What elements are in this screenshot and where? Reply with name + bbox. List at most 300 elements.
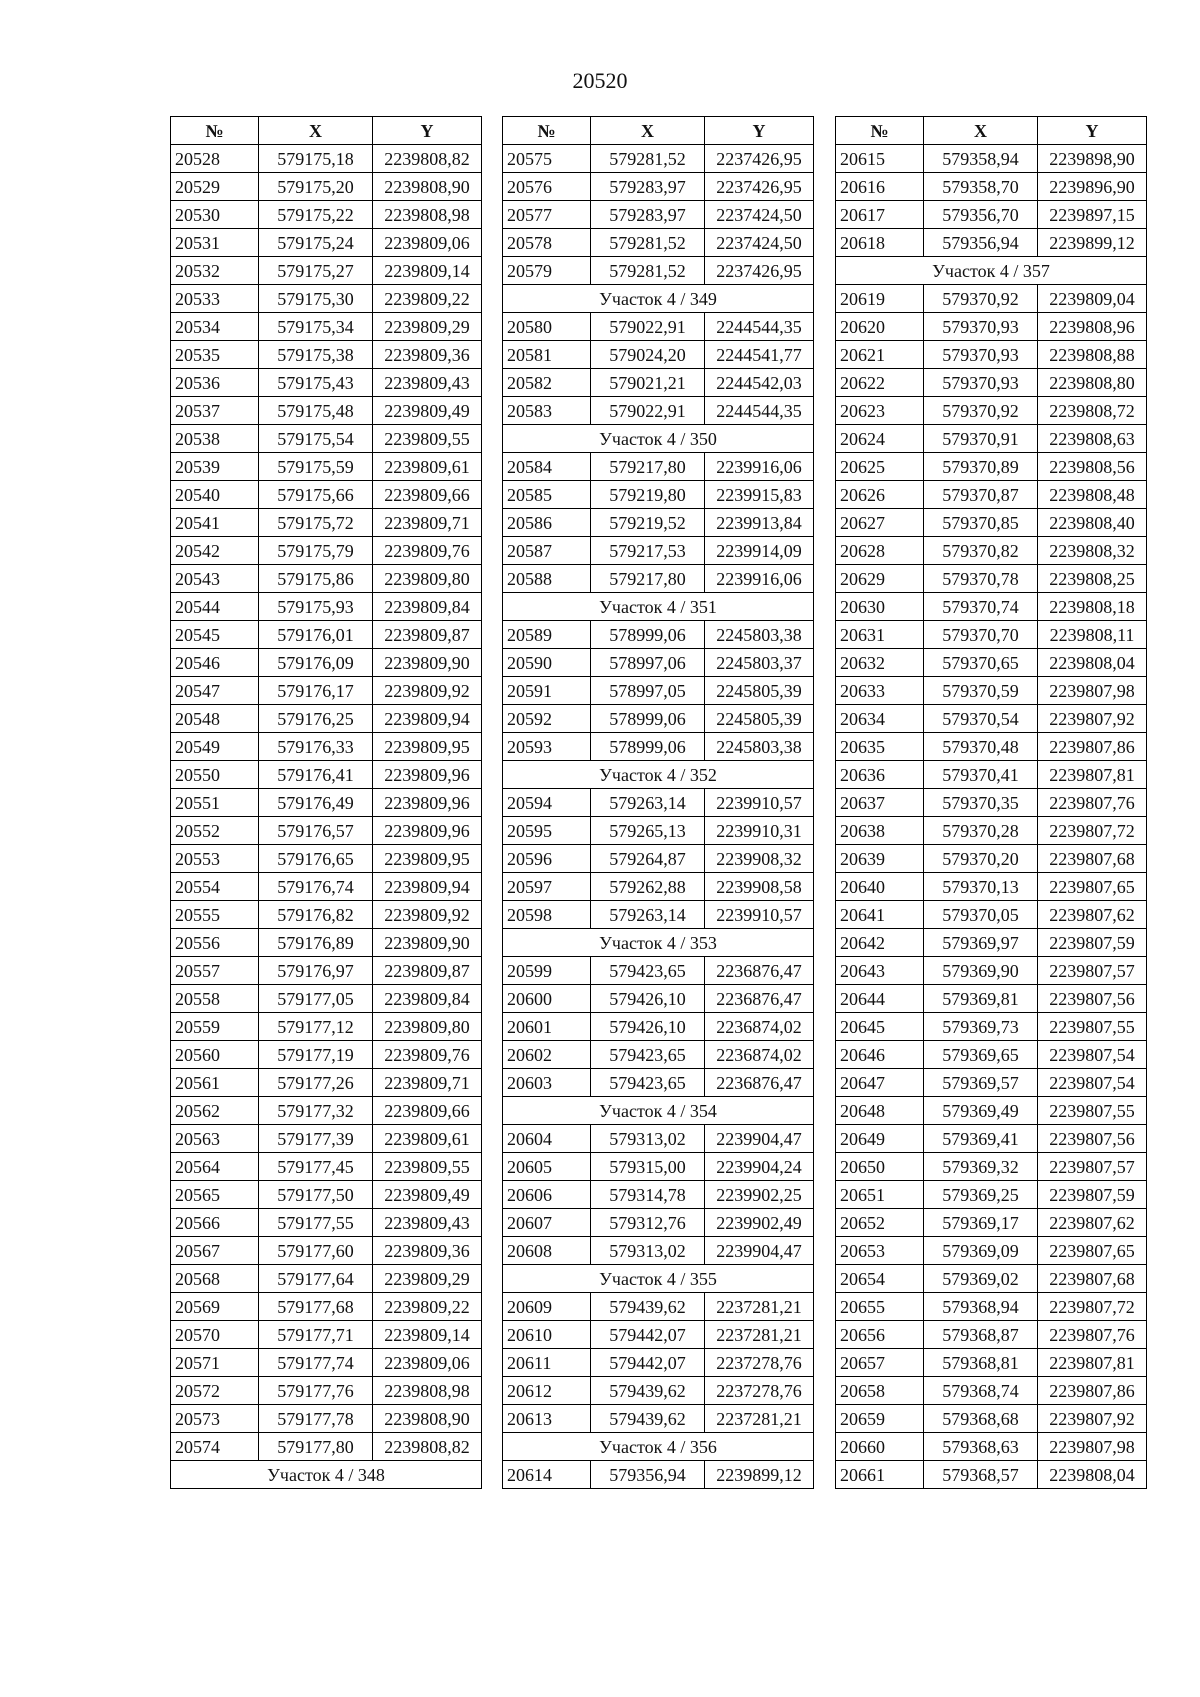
y-coordinate-cell: 2239809,84 (373, 985, 482, 1013)
table-row (503, 845, 814, 873)
y-coordinate-cell: 2239807,98 (1038, 1433, 1147, 1461)
y-coordinate-cell: 2239807,81 (1038, 1349, 1147, 1377)
y-coordinate-cell: 2239807,76 (1038, 789, 1147, 817)
point-number-cell: 20631 (836, 621, 924, 649)
x-coordinate-cell: 579175,20 (259, 173, 373, 201)
point-number-cell: 20567 (171, 1237, 259, 1265)
y-coordinate-cell: 2239916,06 (705, 453, 814, 481)
y-coordinate-cell: 2239807,65 (1038, 873, 1147, 901)
point-number-cell: 20655 (836, 1293, 924, 1321)
table-row (836, 845, 1147, 873)
x-coordinate-cell: 579177,55 (259, 1209, 373, 1237)
table-row (171, 1265, 482, 1293)
table-row (836, 1265, 1147, 1293)
point-number-cell: 20550 (171, 761, 259, 789)
y-coordinate-cell: 2239807,56 (1038, 1125, 1147, 1153)
x-coordinate-cell: 579370,89 (924, 453, 1038, 481)
coordinates-table-3 (835, 116, 1147, 1489)
table-row (503, 1209, 814, 1237)
x-coordinate-cell: 579281,52 (591, 145, 705, 173)
point-number-cell: 20604 (503, 1125, 591, 1153)
table-row (836, 901, 1147, 929)
x-coordinate-cell: 578999,06 (591, 705, 705, 733)
x-coordinate-cell: 579217,80 (591, 453, 705, 481)
table-row (503, 1237, 814, 1265)
point-number-cell: 20588 (503, 565, 591, 593)
point-number-cell: 20575 (503, 145, 591, 173)
y-coordinate-cell: 2239807,55 (1038, 1013, 1147, 1041)
y-coordinate-cell: 2239807,62 (1038, 1209, 1147, 1237)
y-coordinate-cell: 2245803,38 (705, 733, 814, 761)
x-coordinate-cell: 579217,80 (591, 565, 705, 593)
x-coordinate-cell: 579370,78 (924, 565, 1038, 593)
section-row (503, 593, 814, 621)
point-number-cell: 20618 (836, 229, 924, 257)
y-coordinate-cell: 2239809,61 (373, 453, 482, 481)
x-coordinate-cell: 579177,71 (259, 1321, 373, 1349)
point-number-cell: 20565 (171, 1181, 259, 1209)
x-coordinate-cell: 579283,97 (591, 201, 705, 229)
y-coordinate-cell: 2239809,96 (373, 761, 482, 789)
table-row (836, 537, 1147, 565)
y-coordinate-cell: 2239807,81 (1038, 761, 1147, 789)
x-coordinate-cell: 579369,73 (924, 1013, 1038, 1041)
table-row (836, 817, 1147, 845)
table-row (836, 1405, 1147, 1433)
table-row (836, 201, 1147, 229)
y-coordinate-cell: 2239807,68 (1038, 845, 1147, 873)
point-number-cell: 20574 (171, 1433, 259, 1461)
table-row (836, 509, 1147, 537)
y-coordinate-cell: 2239807,92 (1038, 705, 1147, 733)
y-coordinate-cell: 2239896,90 (1038, 173, 1147, 201)
y-coordinate-cell: 2239809,87 (373, 621, 482, 649)
table-row (503, 565, 814, 593)
point-number-cell: 20537 (171, 397, 259, 425)
section-label: Участок 4 / 349 (503, 285, 814, 313)
point-number-cell: 20640 (836, 873, 924, 901)
point-number-cell: 20658 (836, 1377, 924, 1405)
x-coordinate-cell: 579370,13 (924, 873, 1038, 901)
x-coordinate-cell: 579281,52 (591, 257, 705, 285)
table-row (171, 733, 482, 761)
table-row (836, 929, 1147, 957)
column-header-y: Y (705, 117, 814, 145)
point-number-cell: 20561 (171, 1069, 259, 1097)
point-number-cell: 20614 (503, 1461, 591, 1489)
table-row (503, 621, 814, 649)
y-coordinate-cell: 2239809,04 (1038, 285, 1147, 313)
point-number-cell: 20597 (503, 873, 591, 901)
point-number-cell: 20548 (171, 705, 259, 733)
y-coordinate-cell: 2239808,48 (1038, 481, 1147, 509)
table-row (836, 789, 1147, 817)
table-row (171, 509, 482, 537)
x-coordinate-cell: 579368,87 (924, 1321, 1038, 1349)
table-row (503, 173, 814, 201)
y-coordinate-cell: 2239809,90 (373, 929, 482, 957)
x-coordinate-cell: 579176,74 (259, 873, 373, 901)
section-row (503, 1433, 814, 1461)
coordinates-table-2 (502, 116, 814, 1489)
x-coordinate-cell: 579368,94 (924, 1293, 1038, 1321)
table-row (836, 173, 1147, 201)
point-number-cell: 20576 (503, 173, 591, 201)
point-number-cell: 20620 (836, 313, 924, 341)
point-number-cell: 20577 (503, 201, 591, 229)
x-coordinate-cell: 579177,76 (259, 1377, 373, 1405)
x-coordinate-cell: 579368,57 (924, 1461, 1038, 1489)
x-coordinate-cell: 579175,54 (259, 425, 373, 453)
x-coordinate-cell: 579175,34 (259, 313, 373, 341)
x-coordinate-cell: 579313,02 (591, 1125, 705, 1153)
point-number-cell: 20560 (171, 1041, 259, 1069)
y-coordinate-cell: 2239809,80 (373, 565, 482, 593)
table-row (503, 369, 814, 397)
x-coordinate-cell: 579313,02 (591, 1237, 705, 1265)
x-coordinate-cell: 579177,19 (259, 1041, 373, 1069)
table-row (171, 761, 482, 789)
table-row (836, 649, 1147, 677)
y-coordinate-cell: 2244542,03 (705, 369, 814, 397)
point-number-cell: 20626 (836, 481, 924, 509)
y-coordinate-cell: 2239809,36 (373, 341, 482, 369)
table-row (503, 453, 814, 481)
y-coordinate-cell: 2239808,40 (1038, 509, 1147, 537)
y-coordinate-cell: 2239902,25 (705, 1181, 814, 1209)
column-header-x: X (591, 117, 705, 145)
point-number-cell: 20600 (503, 985, 591, 1013)
section-label: Участок 4 / 354 (503, 1097, 814, 1125)
y-coordinate-cell: 2239807,72 (1038, 1293, 1147, 1321)
x-coordinate-cell: 579176,65 (259, 845, 373, 873)
point-number-cell: 20532 (171, 257, 259, 285)
x-coordinate-cell: 579024,20 (591, 341, 705, 369)
x-coordinate-cell: 579356,70 (924, 201, 1038, 229)
table-row (836, 621, 1147, 649)
table-row (171, 1097, 482, 1125)
point-number-cell: 20606 (503, 1181, 591, 1209)
y-coordinate-cell: 2239809,14 (373, 1321, 482, 1349)
table-row (503, 537, 814, 565)
x-coordinate-cell: 579175,22 (259, 201, 373, 229)
table-row (171, 873, 482, 901)
table-row (836, 453, 1147, 481)
y-coordinate-cell: 2239808,90 (373, 173, 482, 201)
table-row (836, 1153, 1147, 1181)
section-row (836, 257, 1147, 285)
point-number-cell: 20619 (836, 285, 924, 313)
x-coordinate-cell: 579369,02 (924, 1265, 1038, 1293)
point-number-cell: 20657 (836, 1349, 924, 1377)
x-coordinate-cell: 579370,28 (924, 817, 1038, 845)
y-coordinate-cell: 2239809,06 (373, 1349, 482, 1377)
table-row (503, 677, 814, 705)
section-row (503, 1097, 814, 1125)
y-coordinate-cell: 2239808,90 (373, 1405, 482, 1433)
table-row (836, 145, 1147, 173)
x-coordinate-cell: 579175,48 (259, 397, 373, 425)
table-row (171, 453, 482, 481)
point-number-cell: 20639 (836, 845, 924, 873)
point-number-cell: 20551 (171, 789, 259, 817)
table-row (503, 1405, 814, 1433)
table-row (503, 705, 814, 733)
x-coordinate-cell: 579176,25 (259, 705, 373, 733)
table-row (836, 397, 1147, 425)
x-coordinate-cell: 579369,65 (924, 1041, 1038, 1069)
y-coordinate-cell: 2239914,09 (705, 537, 814, 565)
table-row (171, 985, 482, 1013)
x-coordinate-cell: 579368,68 (924, 1405, 1038, 1433)
section-label: Участок 4 / 356 (503, 1433, 814, 1461)
section-row (503, 285, 814, 313)
y-coordinate-cell: 2239807,68 (1038, 1265, 1147, 1293)
x-coordinate-cell: 579176,57 (259, 817, 373, 845)
y-coordinate-cell: 2239809,36 (373, 1237, 482, 1265)
point-number-cell: 20621 (836, 341, 924, 369)
point-number-cell: 20616 (836, 173, 924, 201)
y-coordinate-cell: 2239809,84 (373, 593, 482, 621)
y-coordinate-cell: 2239809,49 (373, 397, 482, 425)
point-number-cell: 20624 (836, 425, 924, 453)
table-row (503, 341, 814, 369)
table-row (171, 1377, 482, 1405)
y-coordinate-cell: 2239807,59 (1038, 929, 1147, 957)
x-coordinate-cell: 579312,76 (591, 1209, 705, 1237)
point-number-cell: 20603 (503, 1069, 591, 1097)
point-number-cell: 20610 (503, 1321, 591, 1349)
table-header-row (171, 117, 482, 145)
x-coordinate-cell: 579177,68 (259, 1293, 373, 1321)
y-coordinate-cell: 2239809,61 (373, 1125, 482, 1153)
x-coordinate-cell: 579439,62 (591, 1293, 705, 1321)
section-row (503, 1265, 814, 1293)
x-coordinate-cell: 579370,59 (924, 677, 1038, 705)
x-coordinate-cell: 579370,93 (924, 313, 1038, 341)
point-number-cell: 20602 (503, 1041, 591, 1069)
section-row (503, 425, 814, 453)
table-row (171, 621, 482, 649)
table-row (171, 341, 482, 369)
point-number-cell: 20536 (171, 369, 259, 397)
x-coordinate-cell: 579177,64 (259, 1265, 373, 1293)
x-coordinate-cell: 579175,30 (259, 285, 373, 313)
x-coordinate-cell: 579177,60 (259, 1237, 373, 1265)
table-row (171, 145, 482, 173)
table-row (836, 985, 1147, 1013)
table-row (171, 285, 482, 313)
table-row (171, 593, 482, 621)
table-row (836, 957, 1147, 985)
table-row (171, 565, 482, 593)
x-coordinate-cell: 579177,74 (259, 1349, 373, 1377)
y-coordinate-cell: 2239899,12 (1038, 229, 1147, 257)
y-coordinate-cell: 2239807,59 (1038, 1181, 1147, 1209)
y-coordinate-cell: 2237281,21 (705, 1405, 814, 1433)
point-number-cell: 20529 (171, 173, 259, 201)
point-number-cell: 20543 (171, 565, 259, 593)
table-row (836, 1125, 1147, 1153)
point-number-cell: 20625 (836, 453, 924, 481)
x-coordinate-cell: 579369,41 (924, 1125, 1038, 1153)
section-label: Участок 4 / 350 (503, 425, 814, 453)
point-number-cell: 20557 (171, 957, 259, 985)
x-coordinate-cell: 579177,26 (259, 1069, 373, 1097)
x-coordinate-cell: 579177,45 (259, 1153, 373, 1181)
point-number-cell: 20553 (171, 845, 259, 873)
x-coordinate-cell: 579370,91 (924, 425, 1038, 453)
y-coordinate-cell: 2239807,92 (1038, 1405, 1147, 1433)
point-number-cell: 20587 (503, 537, 591, 565)
y-coordinate-cell: 2239808,04 (1038, 649, 1147, 677)
y-coordinate-cell: 2245803,38 (705, 621, 814, 649)
x-coordinate-cell: 579370,92 (924, 397, 1038, 425)
point-number-cell: 20530 (171, 201, 259, 229)
table-row (503, 957, 814, 985)
y-coordinate-cell: 2239809,49 (373, 1181, 482, 1209)
point-number-cell: 20643 (836, 957, 924, 985)
x-coordinate-cell: 579176,97 (259, 957, 373, 985)
y-coordinate-cell: 2237424,50 (705, 201, 814, 229)
x-coordinate-cell: 579177,78 (259, 1405, 373, 1433)
y-coordinate-cell: 2239808,82 (373, 1433, 482, 1461)
y-coordinate-cell: 2239807,62 (1038, 901, 1147, 929)
y-coordinate-cell: 2244544,35 (705, 313, 814, 341)
y-coordinate-cell: 2239809,92 (373, 677, 482, 705)
y-coordinate-cell: 2236876,47 (705, 985, 814, 1013)
table-row (836, 593, 1147, 621)
x-coordinate-cell: 579370,93 (924, 341, 1038, 369)
y-coordinate-cell: 2236874,02 (705, 1013, 814, 1041)
point-number-cell: 20538 (171, 425, 259, 453)
section-label: Участок 4 / 352 (503, 761, 814, 789)
point-number-cell: 20544 (171, 593, 259, 621)
y-coordinate-cell: 2239898,90 (1038, 145, 1147, 173)
x-coordinate-cell: 579176,09 (259, 649, 373, 677)
point-number-cell: 20635 (836, 733, 924, 761)
table-row (836, 705, 1147, 733)
y-coordinate-cell: 2239809,55 (373, 425, 482, 453)
y-coordinate-cell: 2239808,72 (1038, 397, 1147, 425)
point-number-cell: 20613 (503, 1405, 591, 1433)
x-coordinate-cell: 579022,91 (591, 313, 705, 341)
table-row (171, 173, 482, 201)
table-row (836, 1209, 1147, 1237)
table-row (503, 509, 814, 537)
point-number-cell: 20569 (171, 1293, 259, 1321)
section-row (503, 929, 814, 957)
point-number-cell: 20605 (503, 1153, 591, 1181)
y-coordinate-cell: 2239808,88 (1038, 341, 1147, 369)
y-coordinate-cell: 2239809,80 (373, 1013, 482, 1041)
point-number-cell: 20572 (171, 1377, 259, 1405)
point-number-cell: 20539 (171, 453, 259, 481)
table-row (503, 201, 814, 229)
section-label: Участок 4 / 357 (836, 257, 1147, 285)
x-coordinate-cell: 579369,57 (924, 1069, 1038, 1097)
x-coordinate-cell: 579369,25 (924, 1181, 1038, 1209)
x-coordinate-cell: 579176,41 (259, 761, 373, 789)
table-row (836, 341, 1147, 369)
point-number-cell: 20542 (171, 537, 259, 565)
x-coordinate-cell: 579177,80 (259, 1433, 373, 1461)
point-number-cell: 20598 (503, 901, 591, 929)
point-number-cell: 20583 (503, 397, 591, 425)
y-coordinate-cell: 2239807,57 (1038, 957, 1147, 985)
point-number-cell: 20580 (503, 313, 591, 341)
y-coordinate-cell: 2239808,80 (1038, 369, 1147, 397)
column-header-y: Y (373, 117, 482, 145)
point-number-cell: 20531 (171, 229, 259, 257)
point-number-cell: 20546 (171, 649, 259, 677)
table-row (171, 1153, 482, 1181)
y-coordinate-cell: 2239809,14 (373, 257, 482, 285)
point-number-cell: 20584 (503, 453, 591, 481)
table-row (171, 257, 482, 285)
x-coordinate-cell: 579176,17 (259, 677, 373, 705)
table-row (836, 369, 1147, 397)
x-coordinate-cell: 579369,97 (924, 929, 1038, 957)
x-coordinate-cell: 579442,07 (591, 1321, 705, 1349)
table-row (171, 313, 482, 341)
y-coordinate-cell: 2239904,47 (705, 1237, 814, 1265)
table-row (171, 397, 482, 425)
y-coordinate-cell: 2239809,76 (373, 1041, 482, 1069)
table-row (171, 677, 482, 705)
x-coordinate-cell: 578999,06 (591, 621, 705, 649)
x-coordinate-cell: 579219,52 (591, 509, 705, 537)
table-row (171, 1209, 482, 1237)
x-coordinate-cell: 579263,14 (591, 901, 705, 929)
y-coordinate-cell: 2239809,43 (373, 1209, 482, 1237)
x-coordinate-cell: 579358,94 (924, 145, 1038, 173)
x-coordinate-cell: 579368,81 (924, 1349, 1038, 1377)
x-coordinate-cell: 579281,52 (591, 229, 705, 257)
point-number-cell: 20647 (836, 1069, 924, 1097)
coordinates-table-1 (170, 116, 482, 1489)
table-row (836, 1237, 1147, 1265)
table-row (836, 873, 1147, 901)
point-number-cell: 20637 (836, 789, 924, 817)
table-row (171, 481, 482, 509)
point-number-cell: 20528 (171, 145, 259, 173)
x-coordinate-cell: 579368,74 (924, 1377, 1038, 1405)
y-coordinate-cell: 2239808,63 (1038, 425, 1147, 453)
y-coordinate-cell: 2245803,37 (705, 649, 814, 677)
table-row (503, 1041, 814, 1069)
table-row (171, 1321, 482, 1349)
point-number-cell: 20594 (503, 789, 591, 817)
table-row (503, 481, 814, 509)
y-coordinate-cell: 2239809,22 (373, 285, 482, 313)
point-number-cell: 20609 (503, 1293, 591, 1321)
column-header-number: № (171, 117, 259, 145)
point-number-cell: 20661 (836, 1461, 924, 1489)
y-coordinate-cell: 2237424,50 (705, 229, 814, 257)
x-coordinate-cell: 579370,20 (924, 845, 1038, 873)
x-coordinate-cell: 579175,43 (259, 369, 373, 397)
table-row (171, 537, 482, 565)
x-coordinate-cell: 579423,65 (591, 1069, 705, 1097)
column-header-number: № (836, 117, 924, 145)
table-row (171, 1013, 482, 1041)
point-number-cell: 20659 (836, 1405, 924, 1433)
table-row (836, 761, 1147, 789)
x-coordinate-cell: 579265,13 (591, 817, 705, 845)
x-coordinate-cell: 579177,12 (259, 1013, 373, 1041)
table-row (171, 425, 482, 453)
